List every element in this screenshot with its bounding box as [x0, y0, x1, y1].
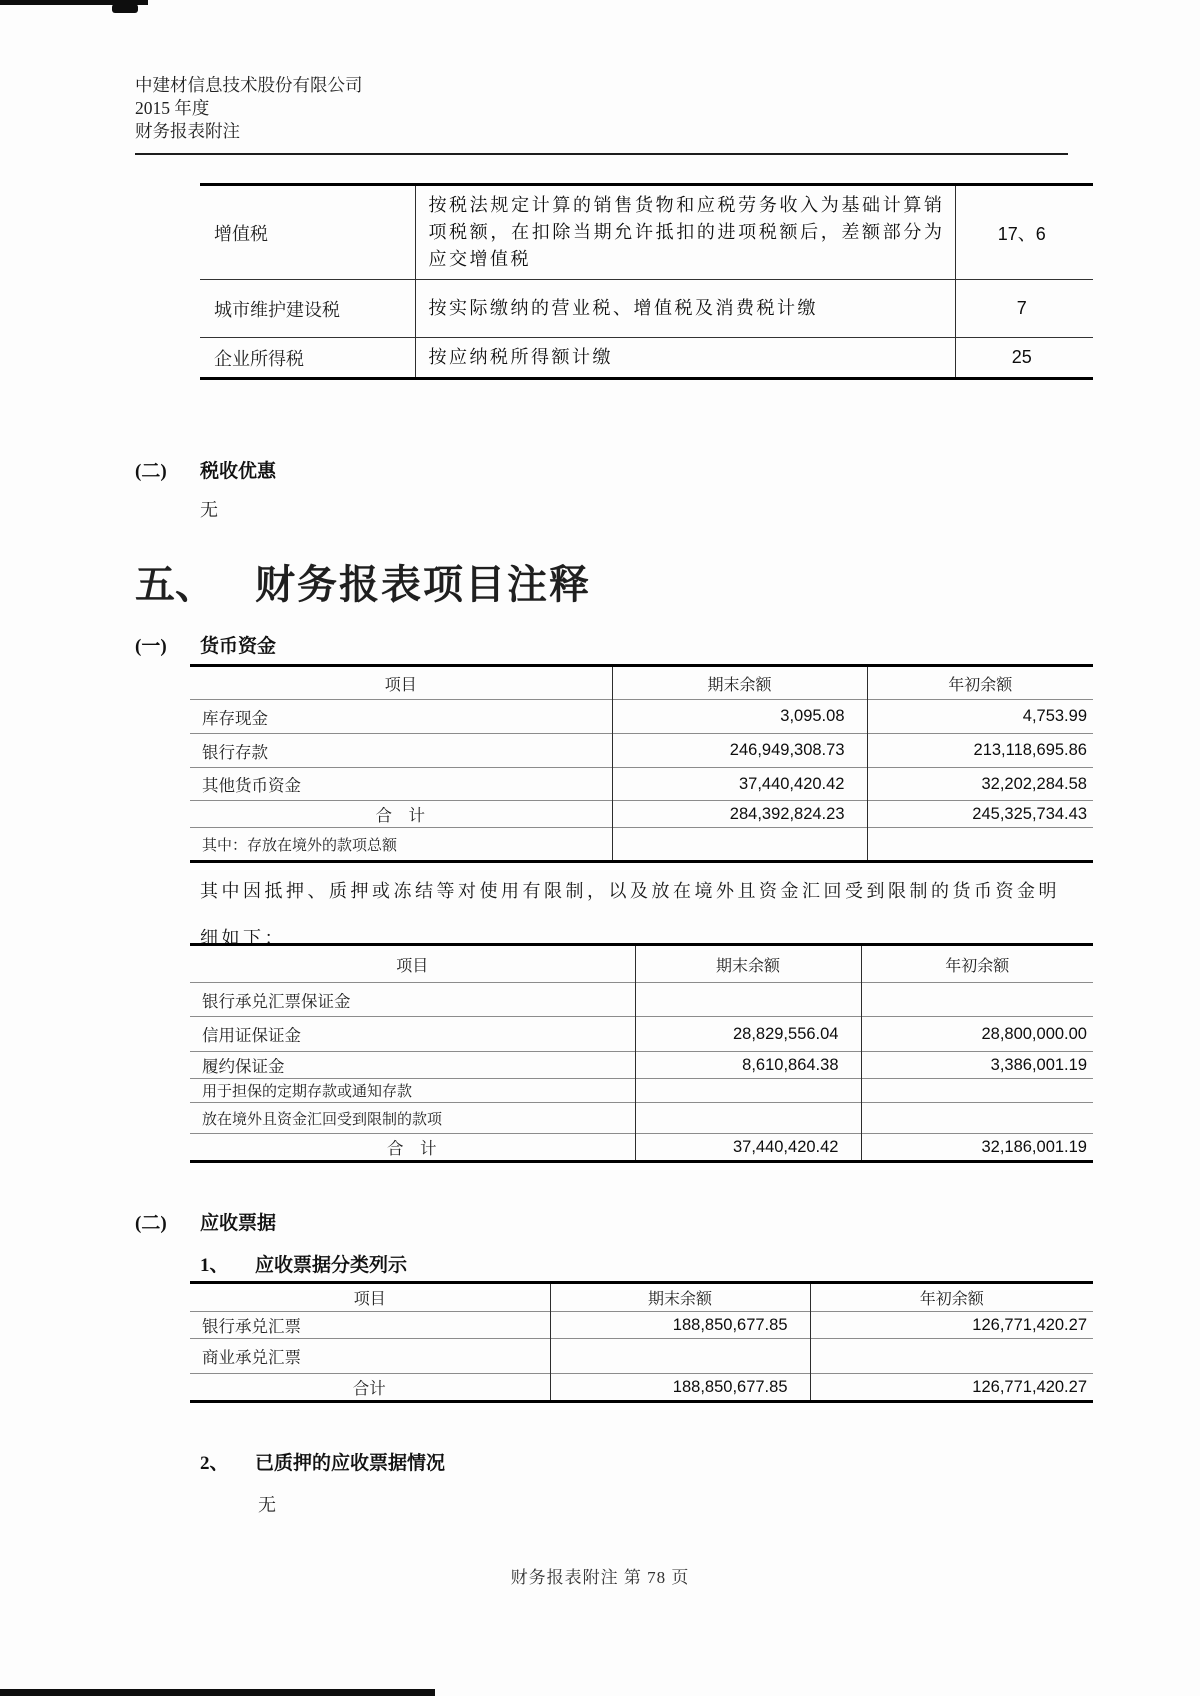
- table-row: [190, 734, 1093, 768]
- row-label: 履约保证金: [190, 1052, 635, 1079]
- scan-artifact-bottom: [0, 1689, 435, 1696]
- row-label: 增值税: [200, 185, 415, 280]
- value-cell: 37,440,420.42: [635, 1134, 861, 1162]
- subsection-title: 应收票据分类列示: [255, 1255, 408, 1276]
- note-line-2: 细如下：: [200, 928, 286, 948]
- subsection-title: 已质押的应收票据情况: [255, 1453, 446, 1474]
- section-heading-notes-receivable: [135, 1210, 276, 1238]
- value-cell: 按税法规定计算的销售货物和应税劳务收入为基础计算销项税额，在扣除当期允许抵扣的进项税额后，差额部分为应交增值税: [415, 185, 955, 280]
- subsection-number: 2、: [200, 1453, 229, 1474]
- scan-artifact-top-blob: [112, 4, 138, 13]
- row-label: 信用证保证金: [190, 1017, 635, 1052]
- table-row: [200, 185, 1093, 280]
- column-header: 期末余额: [635, 945, 861, 983]
- subsection-heading-classification: [200, 1252, 407, 1280]
- page-footer: 财务报表附注 第 78 页: [510, 1568, 690, 1587]
- value-cell: 8,610,864.38: [635, 1052, 861, 1079]
- value-cell: 188,850,677.85: [550, 1374, 810, 1402]
- table-row: [190, 1312, 1093, 1339]
- value-cell: 284,392,824.23: [612, 801, 867, 828]
- value-cell: 213,118,695.86: [867, 734, 1093, 768]
- section-heading-monetary-funds: [135, 633, 276, 661]
- value-cell: 25: [955, 338, 1093, 379]
- value-cell: [635, 1103, 861, 1134]
- restricted-funds-table: [190, 943, 1093, 1163]
- value-cell: 188,850,677.85: [550, 1312, 810, 1339]
- table-row: [190, 1079, 1093, 1103]
- value-cell: [635, 983, 861, 1017]
- value-cell: 32,186,001.19: [861, 1134, 1093, 1162]
- column-header: 期末余额: [550, 1283, 810, 1312]
- row-label: 其他货币资金: [190, 768, 612, 801]
- report-year: 2015 年度: [135, 98, 210, 118]
- tax-rate-table: [200, 183, 1093, 380]
- row-label: 其中：存放在境外的款项总额: [190, 828, 612, 862]
- row-label: 银行承兑汇票保证金: [190, 983, 635, 1017]
- table-row: [190, 1134, 1093, 1162]
- note-line-1: 其中因抵押、质押或冻结等对使用有限制，以及放在境外且资金汇回受到限制的货币资金明: [200, 881, 1060, 901]
- value-cell: 按应纳税所得额计缴: [415, 338, 955, 379]
- header-rule: [135, 153, 1068, 155]
- value-cell: 28,829,556.04: [635, 1017, 861, 1052]
- row-label: 商业承兑汇票: [190, 1339, 550, 1374]
- section-number: (二): [135, 1213, 167, 1234]
- value-cell: 246,949,308.73: [612, 734, 867, 768]
- section-heading-tax-preference: [135, 458, 276, 486]
- chapter-title: 财务报表项目注释: [255, 562, 591, 607]
- section-number: (一): [135, 636, 167, 657]
- value-cell: 28,800,000.00: [861, 1017, 1093, 1052]
- monetary-funds-table: [190, 664, 1093, 863]
- value-cell: [810, 1339, 1093, 1374]
- value-cell: [861, 1103, 1093, 1134]
- value-cell: 245,325,734.43: [867, 801, 1093, 828]
- company-name: 中建材信息技术股份有限公司: [135, 75, 363, 95]
- value-cell: 17、6: [955, 185, 1093, 280]
- column-header: 年初余额: [861, 945, 1093, 983]
- document-type: 财务报表附注: [135, 121, 240, 141]
- table-row: [190, 828, 1093, 862]
- value-cell: 7: [955, 280, 1093, 338]
- row-label: 库存现金: [190, 700, 612, 734]
- section-number: (二): [135, 461, 167, 482]
- section-title: 货币资金: [200, 636, 277, 657]
- row-label: 合 计: [190, 1134, 635, 1162]
- value-cell: [867, 828, 1093, 862]
- table-row: [190, 1339, 1093, 1374]
- value-cell: [612, 828, 867, 862]
- value-cell: 按实际缴纳的营业税、增值税及消费税计缴: [415, 280, 955, 338]
- table-row: [190, 1103, 1093, 1134]
- table-row: [200, 280, 1093, 338]
- section-title: 应收票据: [200, 1213, 277, 1234]
- value-cell: [635, 1079, 861, 1103]
- value-cell: [861, 983, 1093, 1017]
- column-header: 期末余额: [612, 666, 867, 700]
- value-cell: 37,440,420.42: [612, 768, 867, 801]
- value-cell: 126,771,420.27: [810, 1374, 1093, 1402]
- report-header: [135, 74, 363, 143]
- table-header-row: [190, 945, 1093, 983]
- value-cell: 3,386,001.19: [861, 1052, 1093, 1079]
- notes-receivable-table: [190, 1281, 1093, 1403]
- chapter-number: 五、: [135, 562, 215, 607]
- table-row: [190, 1374, 1093, 1402]
- value-cell: 126,771,420.27: [810, 1312, 1093, 1339]
- row-label: 合计: [190, 1374, 550, 1402]
- subsection-heading-pledged-notes: [200, 1450, 445, 1478]
- table-row: [190, 983, 1093, 1017]
- row-label: 企业所得税: [200, 338, 415, 379]
- value-cell: 4,753.99: [867, 700, 1093, 734]
- table-row: [200, 338, 1093, 379]
- table-row: [190, 1052, 1093, 1079]
- table-row: [190, 768, 1093, 801]
- value-cell: 3,095.08: [612, 700, 867, 734]
- table-row: [190, 801, 1093, 828]
- tax-preference-body: 无: [200, 500, 218, 520]
- subsection-number: 1、: [200, 1255, 229, 1276]
- table-row: [190, 1017, 1093, 1052]
- row-label: 银行存款: [190, 734, 612, 768]
- section-title: 税收优惠: [200, 461, 277, 482]
- row-label: 合 计: [190, 801, 612, 828]
- column-header: 项目: [190, 1283, 550, 1312]
- table-row: [190, 700, 1093, 734]
- row-label: 银行承兑汇票: [190, 1312, 550, 1339]
- row-label: 城市维护建设税: [200, 280, 415, 338]
- column-header: 年初余额: [810, 1283, 1093, 1312]
- column-header: 项目: [190, 945, 635, 983]
- value-cell: [550, 1339, 810, 1374]
- pledged-notes-body: 无: [258, 1495, 276, 1515]
- row-label: 用于担保的定期存款或通知存款: [190, 1079, 635, 1103]
- table-header-row: [190, 666, 1093, 700]
- column-header: 年初余额: [867, 666, 1093, 700]
- value-cell: [861, 1079, 1093, 1103]
- chapter-heading: [135, 558, 591, 612]
- table-header-row: [190, 1283, 1093, 1312]
- row-label: 放在境外且资金汇回受到限制的款项: [190, 1103, 635, 1134]
- column-header: 项目: [190, 666, 612, 700]
- value-cell: 32,202,284.58: [867, 768, 1093, 801]
